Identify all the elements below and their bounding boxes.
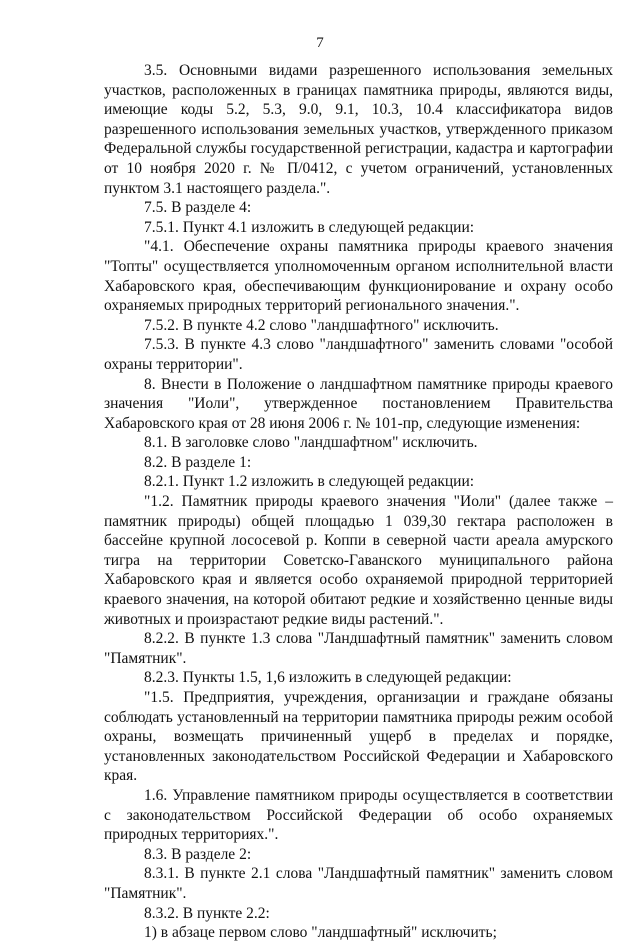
paragraph-8-2-3: 8.2.3. Пункты 1.5, 1,6 изложить в следующей редакции: (144, 669, 512, 687)
paragraph-7-5: 7.5. В разделе 4: (144, 199, 252, 217)
paragraph-1-5-quote: "1.5. Предприятия, учреждения, организации и граждане обязаны соблюдать установленный на территории памятника природы режим особой охраны, возмещать причиненный ущерб в пределах и порядке, установленных законодательством Российской Федерации и Хабаровского края. (104, 689, 613, 785)
paragraph-7-5-2: 7.5.2. В пункте 4.2 слово "ландшафтного" исключить. (144, 316, 499, 334)
document-body (104, 61, 613, 943)
paragraph-8: 8. Внести в Положение о ландшафтном памятнике природы краевого значения "Иоли", утвержденное постановлением Правительства Хабаровского края от 28 июня 2006 г. № 101-пр, следующие изменения: (104, 375, 613, 432)
paragraph-8-3-2-item-1: 1) в абзаце первом слово "ландшафтный" исключить; (144, 924, 497, 942)
paragraph-8-3-1: 8.3.1. В пункте 2.1 слова "Ландшафтный памятник" заменить словом "Памятник". (104, 865, 613, 902)
paragraph-3-5: 3.5. Основными видами разрешенного использования земельных участков, расположенных в границах памятника природы, являются виды, имеющие коды 5.2, 5.3, 9.0, 9.1, 10.3, 10.4 классификатора видов разрешенного использования земельных участков, утвержденного приказом Федеральной службы государственной регистрации, кадастра и картографии от 10 ноября 2020 г. № П/0412, с учетом ограничений, установленных пунктом 3.1 настоящего раздела.". (104, 62, 613, 197)
paragraph-1-2-quote: "1.2. Памятник природы краевого значения "Иоли" (далее также – памятник природы) общей площадью 1 039,30 гектара расположен в бассейне крупной лососевой р. Коппи в северной части ареала амурского тигра на территории Советско-Гаванского муниципального района Хабаровского края и является особо охраняемой природной территорией краевого значения, на которой обитают редкие и хозяйственно ценные виды животных и произрастают редкие виды растений.". (104, 493, 613, 628)
paragraph-8-2: 8.2. В разделе 1: (144, 453, 252, 471)
paragraph-8-3-2: 8.3.2. В пункте 2.2: (144, 904, 270, 922)
paragraph-8-1: 8.1. В заголовке слово "ландшафтном" исключить. (144, 434, 478, 452)
paragraph-8-2-1: 8.2.1. Пункт 1.2 изложить в следующей редакции: (144, 473, 475, 491)
paragraph-7-5-3: 7.5.3. В пункте 4.3 слово "ландшафтного" заменить словами "особой охраны территории". (104, 336, 613, 373)
paragraph-4-1-quote: "4.1. Обеспечение охраны памятника природы краевого значения "Топты" осуществляется уполномоченным органом исполнительной власти Хабаровского края, обеспечивающим функционирование и охрану особо охраняемых природных территорий регионального значения.". (104, 238, 613, 315)
paragraph-7-5-1: 7.5.1. Пункт 4.1 изложить в следующей редакции: (144, 218, 475, 236)
paragraph-1-6-quote: 1.6. Управление памятником природы осуществляется в соответствии с законодательством Российской Федерации об особо охраняемых природных территориях.". (104, 786, 613, 844)
paragraph-8-2-2: 8.2.2. В пункте 1.3 слова "Ландшафтный памятник" заменить словом "Памятник". (104, 630, 613, 667)
paragraph-8-3: 8.3. В разделе 2: (144, 845, 252, 863)
page-number: 7 (316, 35, 324, 51)
